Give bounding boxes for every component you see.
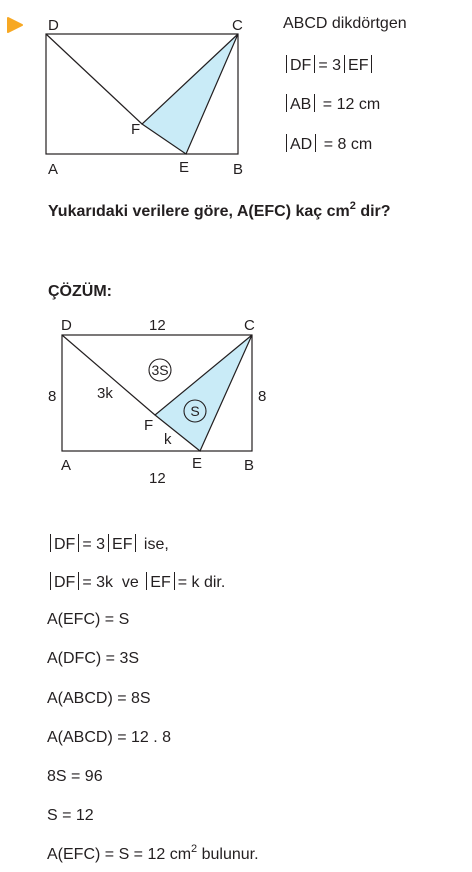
step-6: A(ABCD) = 12 . 8 xyxy=(47,729,172,746)
label-b: B xyxy=(233,161,244,178)
step-5: A(ABCD) = 8S xyxy=(47,690,151,707)
segment-df xyxy=(62,335,155,415)
area-3s-label: 3S xyxy=(151,362,169,378)
step-4: A(DFC) = 3S xyxy=(47,650,140,667)
label-d: D xyxy=(48,17,59,34)
solution-heading: ÇÖZÜM: xyxy=(48,283,112,300)
label-a: A xyxy=(61,457,72,474)
label-c: C xyxy=(232,17,243,34)
rectangle-figure xyxy=(40,14,260,184)
label-c: C xyxy=(244,317,255,334)
given-rectangle: ABCD dikdörtgen xyxy=(283,15,407,32)
segment-df xyxy=(46,34,142,124)
step-7: 8S = 96 xyxy=(47,768,103,785)
area-s-label: S xyxy=(190,403,200,419)
question-text: Yukarıdaki verilere göre, A(EFC) kaç $cm^2$ dir? xyxy=(48,200,391,220)
label-left-8: 8 xyxy=(48,388,57,405)
step-2: DF = 3k ve EF = k dir. xyxy=(47,572,225,592)
label-bottom-12: 12 xyxy=(149,470,166,487)
solution-figure xyxy=(40,312,280,492)
step-3: A(EFC) = S xyxy=(47,611,130,628)
step-9: A(EFC) = S = 12 $cm^2$ bulunur. xyxy=(47,843,259,863)
label-right-8: 8 xyxy=(258,388,267,405)
label-a: A xyxy=(48,161,59,178)
label-df-3k: 3k xyxy=(97,385,113,402)
step-8: S = 12 xyxy=(47,807,94,824)
label-e: E xyxy=(192,455,203,472)
label-f: F xyxy=(144,417,154,434)
label-f: F xyxy=(131,121,141,138)
step-1: DF = 3 EF ise, xyxy=(47,534,169,554)
label-e: E xyxy=(179,159,190,176)
given-ab: AB = 12 cm xyxy=(283,94,380,114)
triangle-efc xyxy=(142,34,238,154)
given-ad: AD = 8 cm xyxy=(283,134,372,154)
label-top-12: 12 xyxy=(149,317,166,334)
label-fe-k: k xyxy=(164,431,172,448)
play-marker-icon xyxy=(6,16,26,34)
label-d: D xyxy=(61,317,72,334)
given-df-ef: DF = 3 EF xyxy=(283,55,375,75)
label-b: B xyxy=(244,457,255,474)
